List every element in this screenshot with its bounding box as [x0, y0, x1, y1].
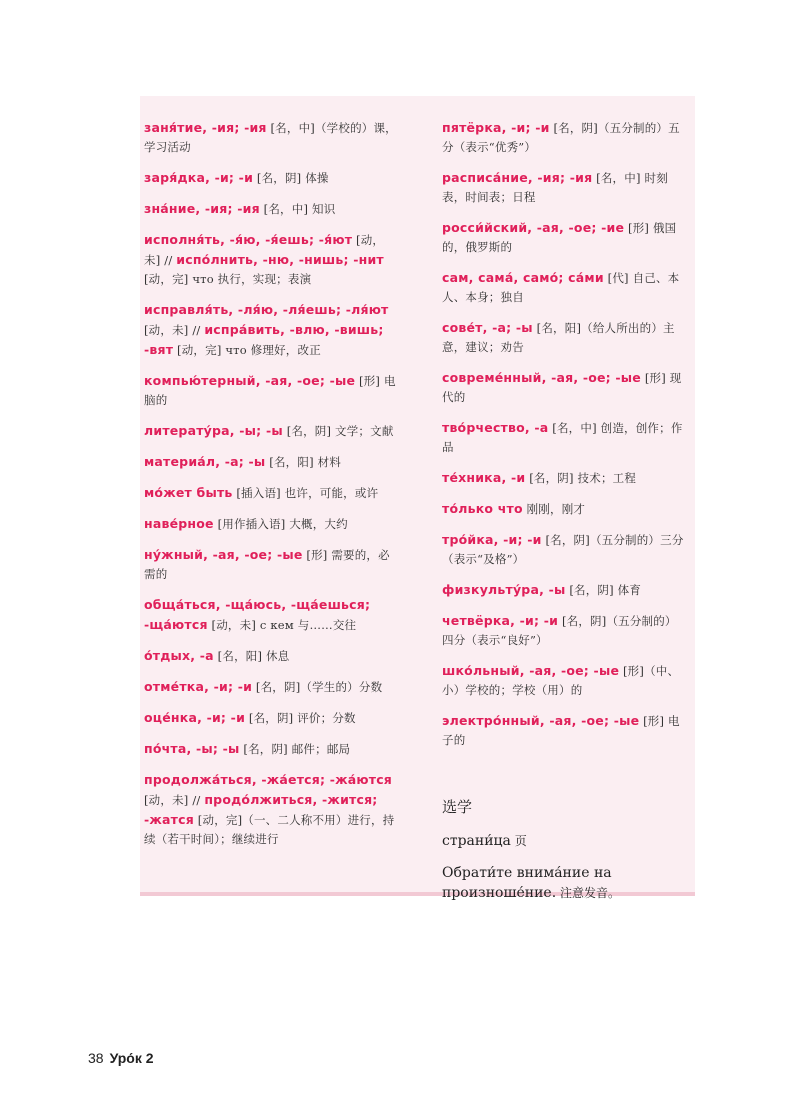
headword: совреме́нный, -ая, -ое; -ые — [442, 370, 641, 385]
vocab-entry — [144, 300, 399, 360]
left-column — [144, 118, 399, 860]
vocab-entry — [442, 318, 688, 357]
vocab-entry — [144, 421, 399, 441]
vocab-entry — [442, 118, 688, 157]
headword: продолжа́ться, -жа́ется; -жа́ются — [144, 772, 393, 787]
vocabulary-panel — [140, 96, 695, 901]
gloss: [形] 电子的 — [442, 714, 680, 747]
vocab-entry — [144, 483, 399, 503]
headword: тво́рчество, -а — [442, 420, 549, 435]
page-footer — [88, 1050, 154, 1066]
vocab-entry — [144, 677, 399, 697]
gloss-2: [动，完] что 执行，实现；表演 — [144, 272, 312, 286]
gloss: [用作插入语] 大概，大约 — [213, 517, 348, 531]
gloss: [名，中] 创造，创作；作品 — [442, 421, 683, 454]
gloss: [名，阴] 技术；工程 — [525, 471, 637, 485]
vocab-entry — [144, 708, 399, 728]
vocab-entry — [442, 499, 688, 519]
headword: тро́йка, -и; -и — [442, 532, 542, 547]
elective-word — [442, 831, 688, 851]
headword: мо́жет быть — [144, 485, 233, 500]
elective-title: 选学 — [442, 798, 473, 816]
headword: электро́нный, -ая, -ое; -ые — [442, 713, 640, 728]
vocab-entry — [442, 580, 688, 600]
vocab-entry — [442, 368, 688, 407]
vocab-entry — [442, 168, 688, 207]
gloss: [动，未] с кем 与……交往 — [207, 618, 357, 632]
headword-2: испра́вить, -влю, -вишь; -вят — [144, 322, 384, 357]
vocab-entry — [442, 468, 688, 488]
gloss: 刚刚，刚才 — [522, 502, 586, 516]
headword: исполня́ть, -я́ю, -я́ешь; -я́ют — [144, 232, 353, 247]
headword: росси́йский, -ая, -ое; -ие — [442, 220, 625, 235]
vocab-entry — [144, 371, 399, 410]
gloss: [名，阳] 材料 — [265, 455, 342, 469]
vocab-entry — [442, 530, 688, 569]
headword: материа́л, -а; -ы — [144, 454, 266, 469]
gloss: [名，阴]（五分制的）三分（表示“及格”） — [442, 533, 684, 566]
gloss: [名，阴] 邮件；邮局 — [239, 742, 351, 756]
headword-2: испо́лнить, -ню, -нишь; -нит — [176, 252, 384, 267]
headword: те́хника, -и — [442, 470, 526, 485]
gloss: [名，阴] 体育 — [565, 583, 642, 597]
gloss: [代] 自己、本人、本身；独自 — [442, 271, 680, 304]
gloss: [名，阴]（五分制的）五分（表示“优秀”） — [442, 121, 680, 154]
lesson-label: Уро́к 2 — [109, 1050, 154, 1066]
headword: сам, сама́, само́; са́ми — [442, 270, 604, 285]
gloss: [名，阴] 体操 — [253, 171, 329, 185]
vocab-entry — [442, 418, 688, 457]
elective-sentence-ru: Обрати́те внима́ние на произноше́ние. — [442, 865, 612, 901]
page-number: 38 — [88, 1050, 104, 1066]
gloss: [名，阴] 评价；分数 — [245, 711, 356, 725]
right-entries — [442, 118, 688, 750]
gloss: [动，未] // — [144, 233, 385, 267]
vocab-entry — [442, 661, 688, 700]
vocab-entry — [144, 646, 399, 666]
vocab-entry — [144, 452, 399, 472]
gloss-2: [动，完] что 修理好，改正 — [173, 343, 321, 357]
gloss: [形] 现代的 — [442, 371, 682, 404]
gloss: [插入语] 也许，可能，或许 — [232, 486, 379, 500]
headword: заня́тие, -ия; -ия — [144, 120, 267, 135]
vocab-entry — [442, 268, 688, 307]
vocab-entry — [144, 199, 399, 219]
gloss: [动，未] // — [144, 793, 205, 807]
headword: четвёрка, -и; -и — [442, 613, 559, 628]
headword: зна́ние, -ия; -ия — [144, 201, 260, 216]
gloss: [形] 电脑的 — [144, 374, 396, 407]
headword: литерату́ра, -ы; -ы — [144, 423, 283, 438]
elective-word-gloss: 页 — [510, 834, 527, 848]
headword: компью́терный, -ая, -ое; -ые — [144, 373, 356, 388]
headword: ну́жный, -ая, -ое; -ые — [144, 547, 303, 562]
gloss: [名，阴]（五分制的）四分（表示“良好”） — [442, 614, 677, 647]
elective-word-ru: страни́ца — [442, 833, 511, 849]
vocab-entry — [144, 514, 399, 534]
vocab-entry — [442, 218, 688, 257]
headword: то́лько что — [442, 501, 523, 516]
vocab-entry — [144, 230, 399, 289]
headword: отме́тка, -и; -и — [144, 679, 253, 694]
elective-sentence-gloss: 注意发音。 — [556, 886, 620, 900]
gloss: [名，阴] 文学；文献 — [282, 424, 394, 438]
headword: физкульту́ра, -ы — [442, 582, 566, 597]
vocab-entry — [144, 595, 399, 635]
vocab-entry — [442, 711, 688, 750]
right-column — [442, 118, 688, 915]
vocab-entry — [144, 118, 399, 157]
gloss: [名，中]（学校的）课，学习活动 — [144, 121, 397, 154]
gloss: [形] 俄国的，俄罗斯的 — [442, 221, 677, 254]
gloss: [形]（中、小）学校的；学校（用）的 — [442, 664, 680, 697]
gloss: [形] 需要的，必需的 — [144, 548, 390, 581]
headword: заря́дка, -и; -и — [144, 170, 254, 185]
headword: наве́рное — [144, 516, 214, 531]
gloss: [名，阳] 休息 — [213, 649, 290, 663]
headword: шко́льный, -ая, -ое; -ые — [442, 663, 620, 678]
vocab-entry — [144, 545, 399, 584]
headword: пятёрка, -и; -и — [442, 120, 550, 135]
vocab-entry — [144, 168, 399, 188]
gloss: [名，阳]（给人所出的）主意，建议；劝告 — [442, 321, 675, 354]
headword: оце́нка, -и; -и — [144, 710, 246, 725]
gloss: [名，中] 时刻表，时间表；日程 — [442, 171, 668, 204]
gloss: [名，中] 知识 — [259, 202, 336, 216]
headword: по́чта, -ы; -ы — [144, 741, 240, 756]
vocab-entry — [144, 770, 399, 849]
vocab-entry — [442, 611, 688, 650]
headword: сове́т, -а; -ы — [442, 320, 533, 335]
headword-2: продо́лжиться, -жится; -жатся — [144, 792, 378, 827]
gloss: [名，阴]（学生的）分数 — [252, 680, 383, 694]
headword: обща́ться, -ща́юсь, -ща́ешься; -ща́ются — [144, 597, 371, 632]
headword: исправля́ть, -ля́ю, -ля́ешь; -ля́ют — [144, 302, 389, 317]
gloss: [动，未] // — [144, 323, 205, 337]
vocab-entry — [144, 739, 399, 759]
elective-sentence — [442, 863, 688, 903]
gloss-2: [动，完]（一、二人称不用）进行，持续（若干时间）；继续进行 — [144, 813, 395, 846]
headword: расписа́ние, -ия; -ия — [442, 170, 593, 185]
headword: о́тдых, -а — [144, 648, 214, 663]
